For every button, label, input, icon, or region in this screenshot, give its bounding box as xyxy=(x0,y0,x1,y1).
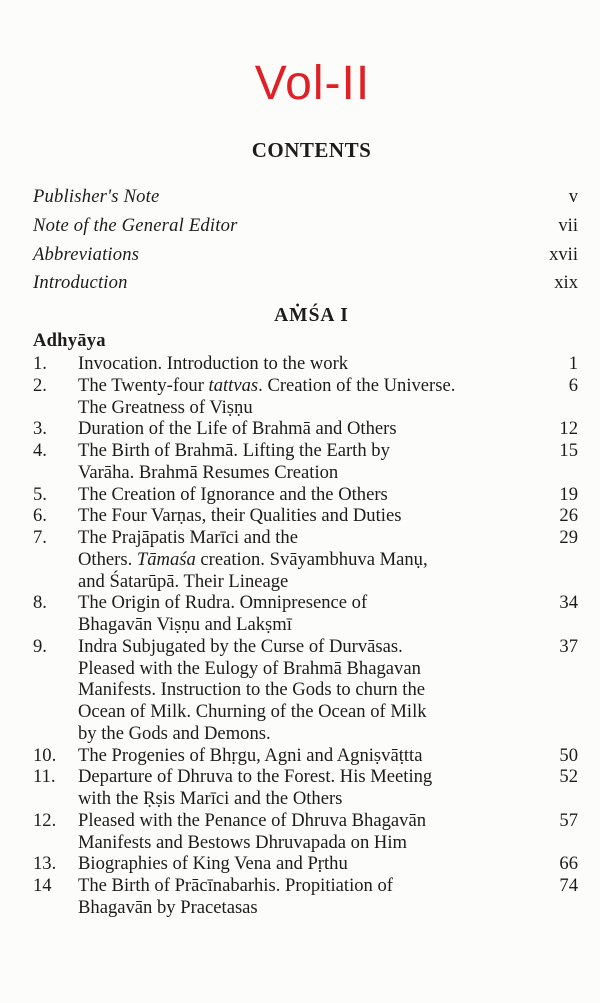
entry-page-number: 74 xyxy=(559,875,578,897)
entry-title-line: with the Ṛṣis Marīci and the Others xyxy=(78,788,343,810)
toc-entry xyxy=(33,810,578,854)
entry-page-number: 57 xyxy=(559,809,578,831)
entry-title-line: Pleased with the Eulogy of Brahmā Bhagavan xyxy=(78,657,421,679)
entry-title-line: and Śatarūpā. Their Lineage xyxy=(78,570,289,592)
entry-page-number: 19 xyxy=(559,483,578,505)
entry-title-line: Bhagavān by Pracetasas xyxy=(78,896,258,918)
entry-number: 13. xyxy=(33,853,57,875)
entry-title-line: Duration of the Life of Brahmā and Others xyxy=(78,418,397,440)
toc-entry xyxy=(33,440,578,484)
entry-title xyxy=(78,592,548,636)
entry-title-line: The Twenty-four tattvas. Creation of the Universe. xyxy=(78,374,456,396)
entry-page-number: 15 xyxy=(559,440,578,462)
entry-page-number: 50 xyxy=(559,744,578,766)
entry-page-number: 34 xyxy=(559,592,578,614)
toc-entry xyxy=(33,745,578,767)
entry-title-line: Ocean of Milk. Churning of the Ocean of Milk xyxy=(78,701,427,723)
entry-number: 6. xyxy=(33,505,47,527)
entry-number: 7. xyxy=(33,527,47,549)
entry-title xyxy=(78,484,548,506)
front-matter-page-number: vii xyxy=(558,214,578,236)
entry-title-line: The Birth of Prācīnabarhis. Propitiation of xyxy=(78,875,393,897)
entry-page-number: 12 xyxy=(559,418,578,440)
entry-title xyxy=(78,636,548,745)
entry-number: 14 xyxy=(33,875,52,897)
entry-title-line: Pleased with the Penance of Dhruva Bhagavān xyxy=(78,809,427,831)
entry-title-line: The Greatness of Viṣṇu xyxy=(78,396,253,418)
entry-title xyxy=(78,527,548,592)
entry-number: 10. xyxy=(33,744,57,766)
entry-number: 5. xyxy=(33,483,47,505)
contents-page xyxy=(0,58,600,1003)
front-matter-row xyxy=(33,241,578,270)
entry-title-line: Manifests. Instruction to the Gods to churn the xyxy=(78,679,426,701)
toc-entry xyxy=(33,527,578,592)
entry-number: 9. xyxy=(33,635,47,657)
entry-title-line: Varāha. Brahmā Resumes Creation xyxy=(78,461,339,483)
entry-number: 4. xyxy=(33,440,47,462)
entry-page-number: 66 xyxy=(559,853,578,875)
front-matter-row xyxy=(33,212,578,241)
front-matter-page-number: v xyxy=(568,186,578,207)
entry-page-number: 1 xyxy=(568,353,578,375)
entry-title xyxy=(78,853,548,875)
section-subheading: Adhyāya xyxy=(33,330,106,352)
toc-entry xyxy=(33,484,578,506)
entry-title-line: Invocation. Introduction to the work xyxy=(78,353,349,375)
entry-title-line: The Birth of Brahmā. Lifting the Earth by xyxy=(78,440,390,462)
entry-number: 8. xyxy=(33,592,47,614)
entry-title xyxy=(78,766,548,810)
entry-title xyxy=(78,353,548,375)
entry-title-line: Manifests and Bestows Dhruvapada on Him xyxy=(78,831,407,853)
toc-entry xyxy=(33,353,578,375)
entry-title-line: The Origin of Rudra. Omnipresence of xyxy=(78,592,368,614)
front-matter-label: Abbreviations xyxy=(33,243,140,265)
entry-title xyxy=(78,810,548,854)
entry-title xyxy=(78,875,548,919)
entry-title-line: The Prajāpatis Marīci and the xyxy=(78,527,298,549)
entry-title-line: The Creation of Ignorance and the Others xyxy=(78,483,388,505)
toc-entry xyxy=(33,636,578,745)
entry-title-line: Indra Subjugated by the Curse of Durvāsas. xyxy=(78,635,403,657)
front-matter-label: Introduction xyxy=(33,272,128,294)
toc-entry xyxy=(33,766,578,810)
entry-title-line: The Four Varṇas, their Qualities and Duties xyxy=(78,505,402,527)
volume-title: Vol-II xyxy=(254,57,371,110)
entry-title xyxy=(78,418,548,440)
entry-title-line: by the Gods and Demons. xyxy=(78,722,271,744)
entry-page-number: 37 xyxy=(559,635,578,657)
entry-number: 2. xyxy=(33,374,47,396)
toc-entry-list xyxy=(33,353,578,919)
entry-number: 11. xyxy=(33,766,56,788)
front-matter-list xyxy=(33,183,578,298)
entry-title-line: Biographies of King Vena and Pṛthu xyxy=(78,853,348,875)
toc-entry xyxy=(33,875,578,919)
entry-title xyxy=(78,375,548,419)
entry-page-number: 52 xyxy=(559,766,578,788)
front-matter-page-number: xix xyxy=(554,272,578,294)
entry-title-line: Others. Tāmaśa creation. Svāyambhuva Manụ, xyxy=(78,548,428,570)
entry-page-number: 29 xyxy=(559,527,578,549)
toc-entry xyxy=(33,592,578,636)
front-matter-row xyxy=(33,269,578,298)
front-matter-label: Publisher's Note xyxy=(33,186,160,207)
entry-title-line: Bhagavān Viṣṇu and Lakṣmī xyxy=(78,614,292,636)
contents-heading: CONTENTS xyxy=(251,138,372,162)
entry-title xyxy=(78,745,548,767)
entry-number: 1. xyxy=(33,353,47,375)
section-heading: AṀŚA I xyxy=(274,305,349,327)
entry-title xyxy=(78,505,548,527)
entry-title-line: The Progenies of Bhṛgu, Agni and Agniṣvāṭtta xyxy=(78,744,423,766)
toc-entry xyxy=(33,375,578,419)
entry-title-line: Departure of Dhruva to the Forest. His Meeting xyxy=(78,766,433,788)
toc-entry xyxy=(33,853,578,875)
entry-title xyxy=(78,440,548,484)
toc-entry xyxy=(33,418,578,440)
front-matter-row xyxy=(33,183,578,212)
front-matter-page-number: xvii xyxy=(549,243,578,265)
entry-page-number: 6 xyxy=(568,374,578,396)
entry-page-number: 26 xyxy=(559,505,578,527)
toc-entry xyxy=(33,505,578,527)
entry-number: 3. xyxy=(33,418,47,440)
front-matter-label: Note of the General Editor xyxy=(33,214,238,236)
entry-number: 12. xyxy=(33,809,57,831)
